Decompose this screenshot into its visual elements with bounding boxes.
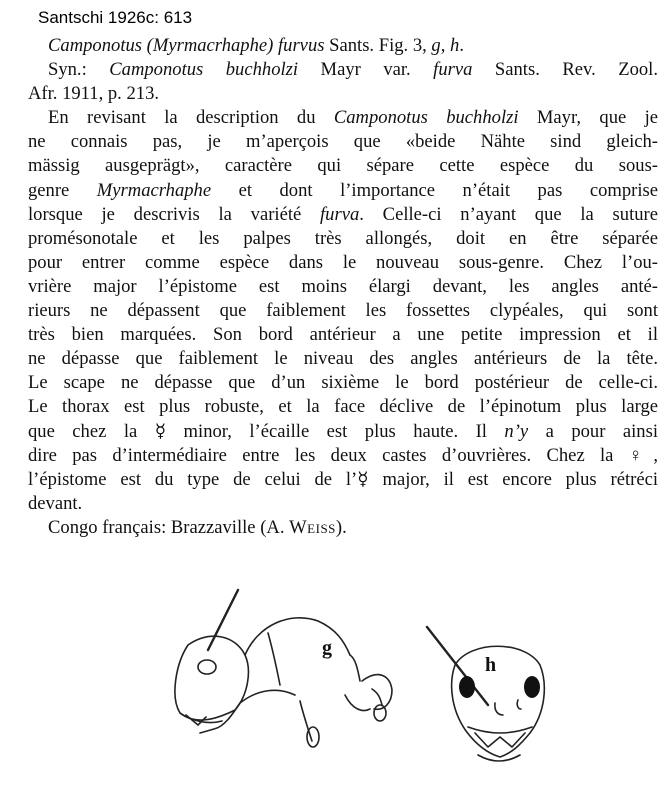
description-line: l’épistome est du type de celui de l’☿ major, il est encore plus rétréci xyxy=(28,468,658,490)
description-line: ne dépasse que faiblement le niveau des angles antérieurs de la tête. xyxy=(28,348,658,370)
synonymy-line-2: Afr. 1911, p. 213. xyxy=(28,83,160,105)
figure-label-h: h xyxy=(485,654,497,676)
antenna-frontal xyxy=(427,627,488,705)
description-line: très bien marquées. Son bord antérieur a une petite impression et il xyxy=(28,324,658,346)
description-line: dire pas d’intermédiaire entre les deux castes d’ouvrières. Chez la ♀, xyxy=(28,444,658,466)
description-line: mässig ausgeprägt», caractère qui sépare cette espèce du sous- xyxy=(28,155,658,177)
description-line: devant. xyxy=(28,492,83,514)
leg-hind xyxy=(345,695,370,710)
citation-header: Santschi 1926c: 613 xyxy=(38,8,193,27)
taxon-text xyxy=(28,34,658,540)
leg-mid xyxy=(300,701,312,741)
description-line: Le scape ne dépasse que d’un sixième le bord postérieur de celle-ci. xyxy=(28,372,658,394)
gaster-profile xyxy=(362,675,392,710)
description-line: ne connais pas, je m’aperçois que «beide Nähte sind gleich- xyxy=(28,131,658,153)
ant-drawing xyxy=(0,585,671,785)
taxon-name: Camponotus (Myrmacrhaphe) furvus xyxy=(48,35,325,56)
thorax-profile xyxy=(245,618,350,655)
description-line: que chez la ☿ minor, l’écaille est plus haute. Il n’y a pour ainsi xyxy=(28,420,658,442)
ant-figure xyxy=(0,585,671,785)
description-line: genre Myrmacrhaphe et dont l’importance n’était pas comprise xyxy=(28,179,658,201)
description-line: promésonotale et les palpes très allongés, doit en être séparée xyxy=(28,227,658,249)
description-line: rieurs ne dépassent que faiblement les fossettes clypéales, qui sont xyxy=(28,300,658,322)
synonymy-line: Syn.: Camponotus buchholzi Mayr var. furva Sants. Rev. Zool. xyxy=(48,59,658,81)
description-line: vrière major l’épistome est moins élargi devant, les angles anté- xyxy=(28,275,658,297)
taxon-title: Camponotus (Myrmacrhaphe) furvus Sants. Fig. 3, g, h. xyxy=(48,35,464,56)
head-frontal xyxy=(452,646,545,757)
description-line: lorsque je descrivis la variété furva. Celle-ci n’ayant que la suture xyxy=(28,203,658,225)
figure-label-g: g xyxy=(322,637,332,659)
locality-line: Congo français: Brazzaville (A. Weiss). xyxy=(48,516,347,538)
description-paragraph xyxy=(28,106,658,516)
description-line: Le thorax est plus robuste, et la face déclive de l’épinotum plus large xyxy=(28,396,658,418)
description-line: En revisant la description du Camponotus buchholzi Mayr, que je xyxy=(48,107,659,129)
description-line: pour entrer comme espèce dans le nouveau sous-genre. Chez l’ou- xyxy=(28,251,658,273)
